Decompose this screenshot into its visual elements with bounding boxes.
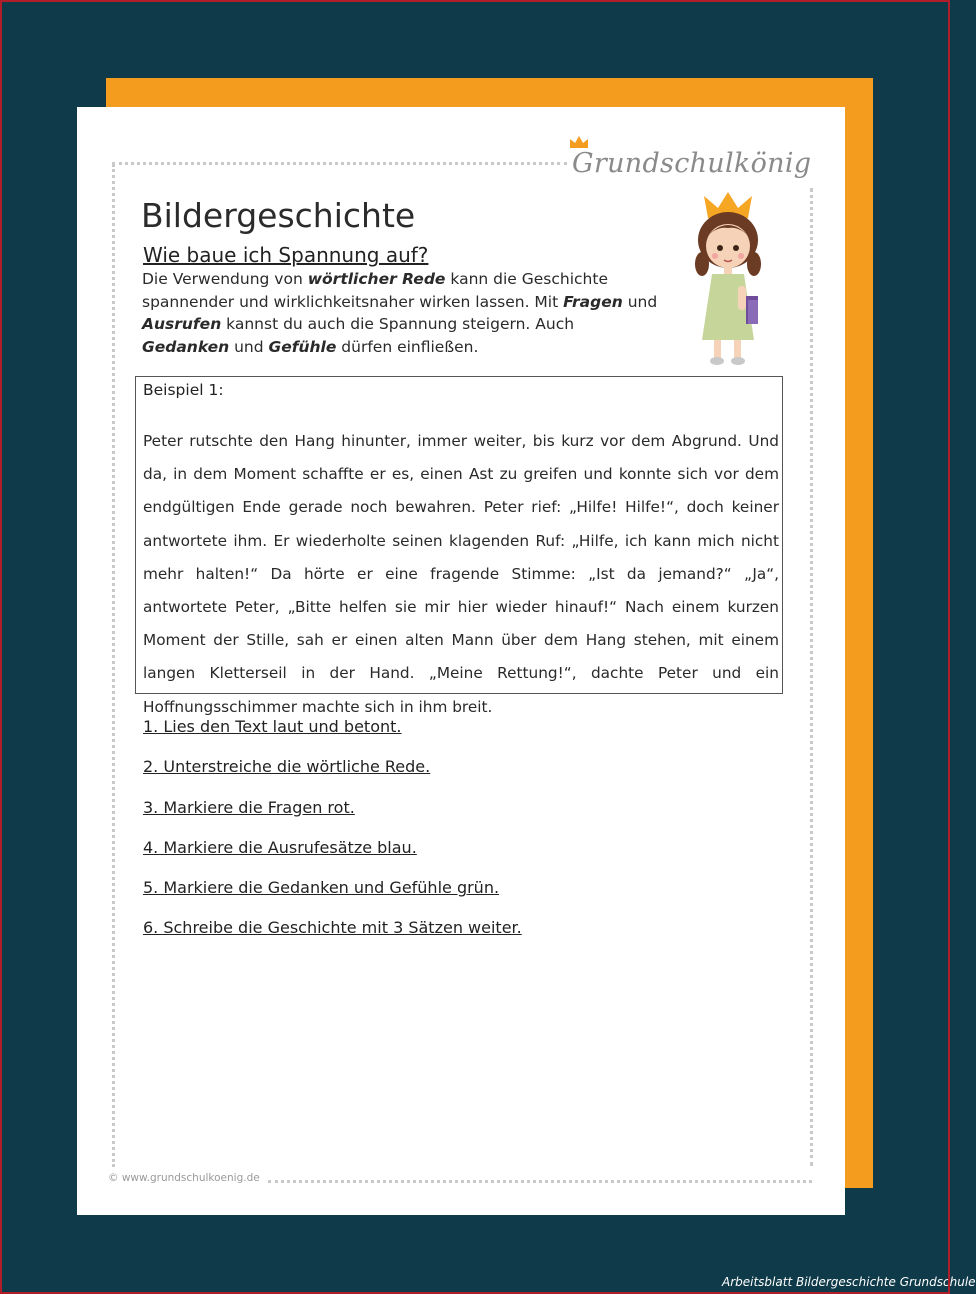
- intro-text: Die Verwendung von: [142, 270, 308, 288]
- intro-text: kann die Geschichte spannender und wirklichkeitsnaher wirken lassen. Mit: [142, 270, 608, 311]
- intro-keyword: Ausrufen: [142, 315, 222, 333]
- dotted-border-top: [112, 162, 567, 165]
- task-item: 2. Unterstreiche die wörtliche Rede.: [143, 757, 431, 777]
- task-item: 4. Markiere die Ausrufesätze blau.: [143, 837, 417, 857]
- task-list: [143, 714, 522, 956]
- task-item: 1. Lies den Text laut und betont.: [143, 717, 402, 736]
- dotted-border-bottom: [268, 1180, 812, 1183]
- task-item: 3. Markiere die Fragen rot.: [143, 797, 355, 817]
- task-item: 6. Schreibe die Geschichte mit 3 Sätzen weiter.: [143, 918, 522, 938]
- intro-keyword: wörtlicher Rede: [307, 270, 446, 288]
- brand-logo: Grundschulkönig: [572, 148, 812, 179]
- intro-text: und: [622, 292, 658, 311]
- dotted-border-left: [112, 164, 115, 1167]
- example-text: Peter rutschte den Hang hinunter, immer weiter, bis kurz vor dem Abgrund. Und da, in dem Moment schaffte er es, einen Ast zu greifen und konnte sich vor dem endgültigen Ende gerade noch bewahren. Peter rief: „Hilfe! Hilfe!“, doch keiner antwortete ihm. Er wiederholte seinen klagenden Ruf: „Hilfe, ich kann mich nicht mehr halten!“ Da hörte er eine fragende Stimme: „Ist da jemand?“ „Ja“, antwortete Peter, „Bitte helfen sie mir hier wieder hinauf!“ Nach einem kurzen Moment der Stille, sah er einen alten Mann über dem Hang stehen, mit einem langen Kletterseil in der Hand. „Meine Rettung!“, dachte Peter und ein Hoffnungsschimmer machte sich in ihm breit.: [143, 432, 779, 716]
- intro-keyword: Gefühle: [268, 337, 337, 356]
- girl-illustration: [690, 190, 780, 368]
- intro-text: kannst du auch die Spannung steigern. Auch: [221, 315, 575, 333]
- intro-keyword: Gedanken: [142, 337, 230, 356]
- intro-text: und: [229, 337, 269, 356]
- page-subtitle: Wie baue ich Spannung auf?: [143, 243, 429, 267]
- example-box: [135, 376, 783, 716]
- task-item: 5. Markiere die Gedanken und Gefühle grün.: [143, 878, 500, 898]
- example-title: Beispiel 1:: [143, 381, 224, 399]
- image-caption: Arbeitsblatt Bildergeschichte Grundschule: [722, 1275, 976, 1289]
- intro-paragraph: [142, 268, 662, 358]
- intro-text: dürfen einfließen.: [336, 337, 479, 356]
- intro-keyword: Fragen: [563, 292, 623, 311]
- page-title: Bildergeschichte: [141, 196, 416, 235]
- footer-url: © www.grundschulkoenig.de: [108, 1172, 260, 1184]
- dotted-border-right: [810, 188, 813, 1166]
